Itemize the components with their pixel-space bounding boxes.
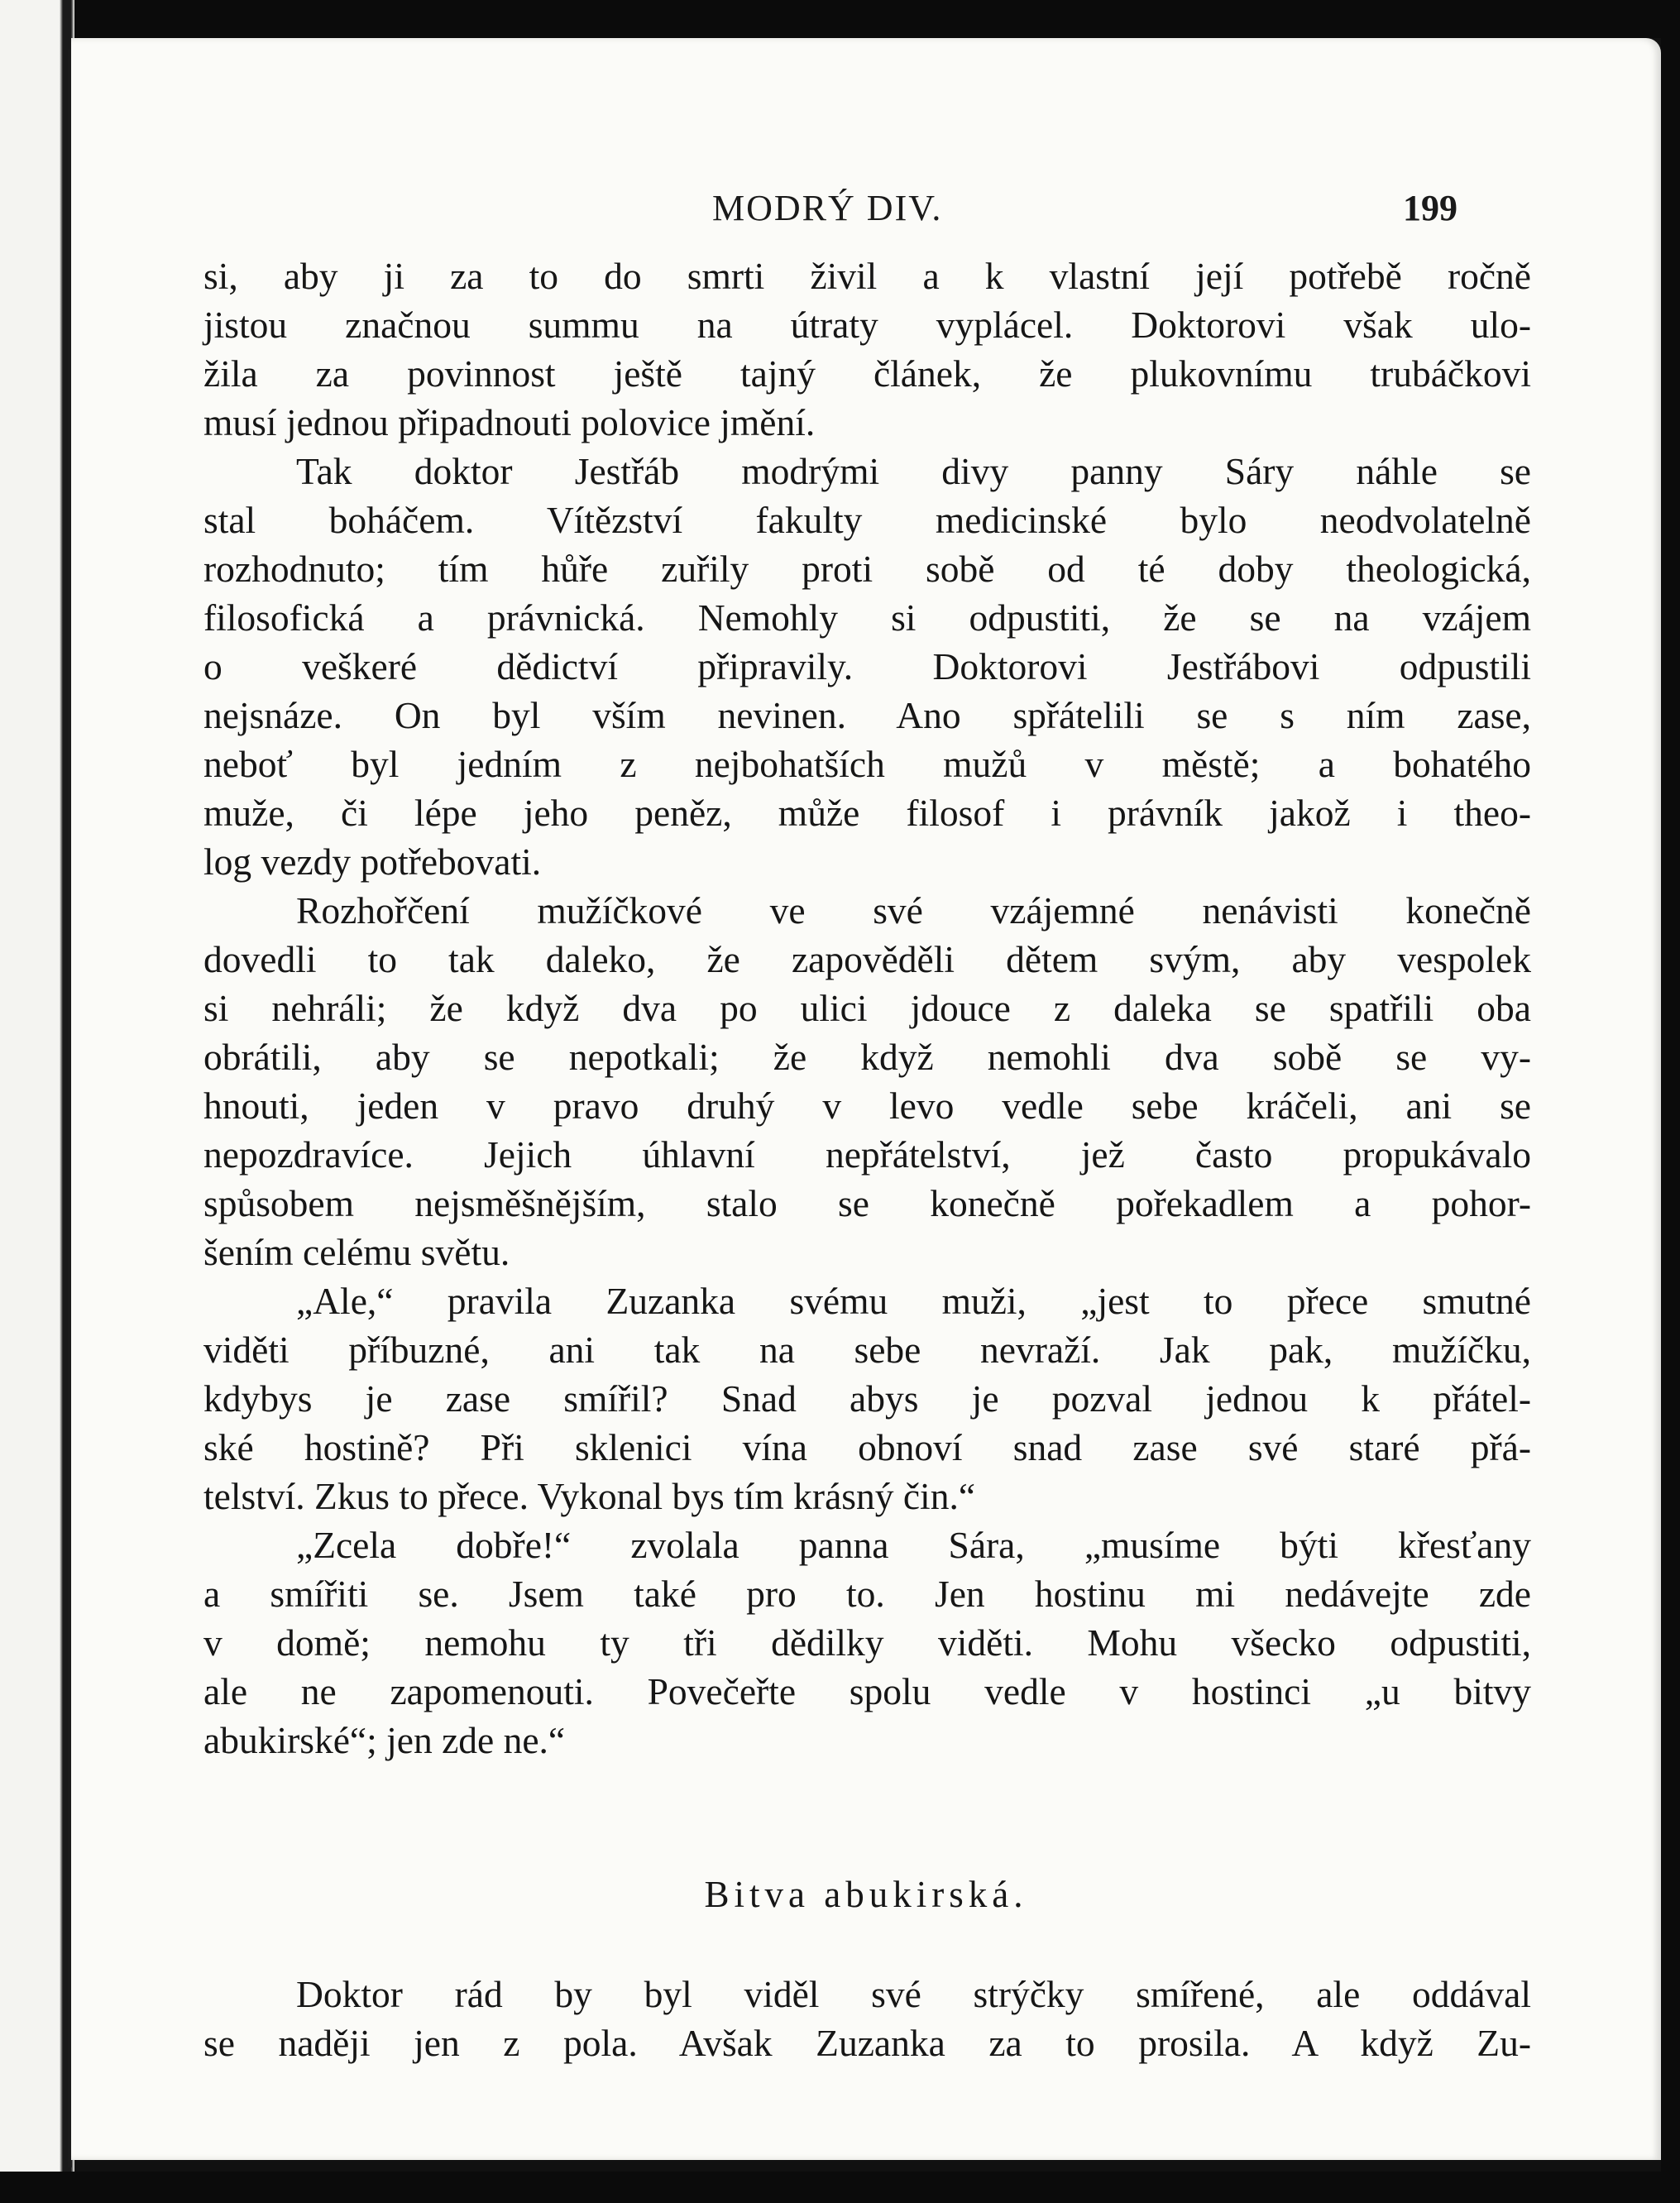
section-heading: Bitva abukirská.: [704, 1874, 1028, 1915]
text-line: telství. Zkus to přece. Vykonal bys tím krásný čin.“: [203, 1475, 976, 1517]
text-line: spůsobem nejsměšnějším, stalo se konečně pořekadlem a pohor-: [203, 1182, 1531, 1224]
text-line: „Zcela dobře!“ zvolala panna Sára, „musíme býti křesťany: [296, 1524, 1531, 1566]
text-line: muže, či lépe jeho peněz, může filosof i právník jakož i theo-: [203, 792, 1531, 834]
text-line: hnouti, jeden v pravo druhý v levo vedle sebe kráčeli, ani se: [203, 1085, 1531, 1127]
text-line: log vezdy potřebovati.: [203, 840, 542, 883]
text-line: a smířiti se. Jsem také pro to. Jen hostinu mi nedávejte zde: [203, 1573, 1531, 1615]
text-line: dovedli to tak daleko, že zapověděli dětem svým, aby vespolek: [203, 938, 1531, 980]
text-line: filosofická a právnická. Nemohly si odpustiti, že se na vzájem: [203, 596, 1531, 639]
text-line: rozhodnuto; tím hůře zuřily proti sobě od té doby theologická,: [203, 548, 1531, 590]
text-line: abukirské“; jen zde ne.“: [203, 1719, 566, 1761]
text-line: si, aby ji za to do smrti živil a k vlastní její potřebě ročně: [203, 255, 1531, 297]
text-line: žila za povinnost ještě tajný článek, že plukovnímu trubáčkovi: [203, 352, 1531, 395]
text-line: šením celému světu.: [203, 1231, 510, 1273]
text-line: „Ale,“ pravila Zuzanka svému muži, „jest to přece smutné: [296, 1280, 1531, 1322]
text-line: v domě; nemohu ty tři dědilky viděti. Mohu všecko odpustiti,: [203, 1621, 1531, 1664]
book-page: [71, 38, 1661, 2160]
scan-right-border: [1661, 0, 1680, 2203]
text-line: ale ne zapomenouti. Povečeřte spolu vedle v hostinci „u bitvy: [203, 1670, 1531, 1712]
text-line: se naději jen z pola. Avšak Zuzanka za to prosila. A když Zu-: [203, 2022, 1531, 2064]
text-line: Doktor rád by byl viděl své strýčky smířené, ale oddával: [296, 1973, 1531, 2015]
body-text: [203, 251, 1531, 1765]
scan-top-border: [0, 0, 1680, 38]
text-line: si nehráli; že když dva po ulici jdouce z daleka se spatřili oba: [203, 987, 1531, 1029]
section-body-text: [203, 1970, 1531, 2067]
text-line: Tak doktor Jestřáb modrými divy panny Sáry náhle se: [296, 450, 1531, 492]
text-line: nejsnáze. On byl vším nevinen. Ano spřátelili se s ním zase,: [203, 694, 1531, 736]
scan-bottom-border: [0, 2172, 1680, 2203]
text-line: viděti příbuzné, ani tak na sebe nevraží. Jak pak, mužíčku,: [203, 1329, 1531, 1371]
text-line: stal boháčem. Vítězství fakulty medicinské bylo neodvolatelně: [203, 499, 1531, 541]
text-line: o veškeré dědictví připravily. Doktorovi Jestřábovi odpustili: [203, 645, 1531, 687]
scan-left-margin: [0, 0, 74, 2203]
text-line: obrátili, aby se nepotkali; že když nemohli dva sobě se vy-: [203, 1036, 1531, 1078]
running-title: MODRÝ DIV.: [712, 188, 943, 228]
text-line: nepozdravíce. Jejich úhlavní nepřátelství, jež často propukávalo: [203, 1133, 1531, 1176]
text-line: musí jednou připadnouti polovice jmění.: [203, 401, 816, 443]
running-head: [71, 162, 1661, 228]
text-line: ské hostině? Při sklenici vína obnoví snad zase své staré přá-: [203, 1426, 1531, 1468]
text-line: neboť byl jedním z nejbohatších mužů v městě; a bohatého: [203, 743, 1531, 785]
page-number: 199: [1403, 188, 1457, 228]
text-line: kdybys je zase smířil? Snad abys je pozval jednou k přátel-: [203, 1377, 1531, 1420]
text-line: Rozhořčení mužíčkové ve své vzájemné nenávisti konečně: [296, 889, 1531, 931]
text-line: jistou značnou summu na útraty vyplácel. Doktorovi však ulo-: [203, 304, 1531, 346]
